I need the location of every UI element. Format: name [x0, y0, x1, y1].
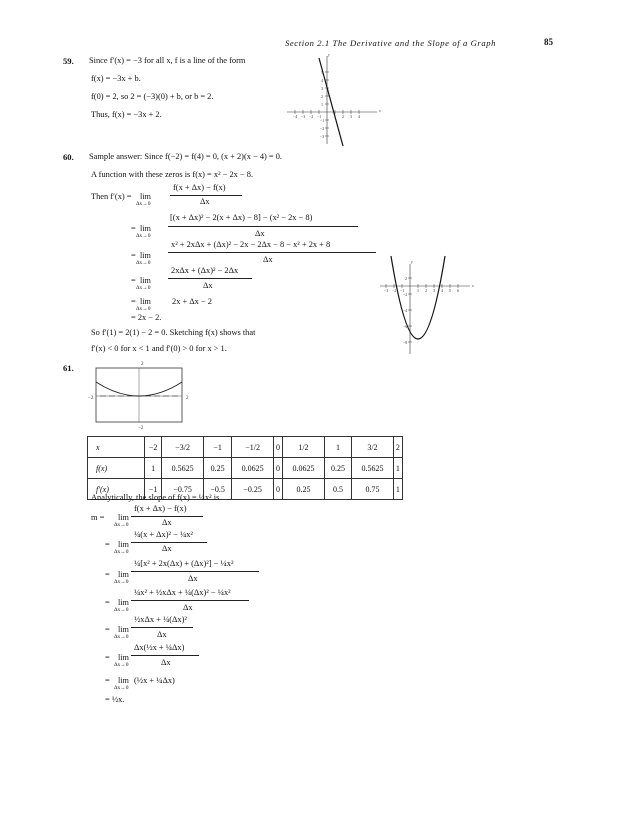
cell: 0.5: [324, 479, 351, 500]
p60-line2: A function with these zeros is f(x) = x² − 2x − 8.: [91, 170, 254, 179]
p61-fracbar-1: [131, 516, 203, 517]
p60-fracbar-4: [168, 278, 252, 279]
g59-yt-4: 2: [321, 94, 323, 99]
p61-fracbar-5: [131, 627, 193, 628]
p61-fracbar-6: [131, 655, 199, 656]
table-row-x: [88, 437, 403, 458]
g59-xt-7: 3: [350, 114, 352, 119]
cell: 0.0625: [232, 458, 274, 479]
calculator-graph-61: [88, 360, 218, 430]
g60-xt-6: 3: [433, 288, 435, 293]
g60-yt-3: −4: [403, 308, 408, 313]
p60-limsub-2: Δx→0: [136, 233, 151, 239]
g59-xt-2: −3: [301, 114, 306, 119]
g60-xlabel: x: [472, 283, 474, 288]
problem-61-number: 61.: [63, 363, 74, 373]
p60-lim-1: lim: [140, 192, 151, 201]
calc-xmax: 2: [186, 396, 189, 401]
p61-m: m =: [91, 513, 105, 522]
cell: 0.25: [324, 458, 351, 479]
p60-fracbar-2: [168, 226, 358, 227]
p59-line3: f(0) = 2, so 2 = (−3)(0) + b, or b = 2.: [91, 92, 214, 101]
p61-den-4: Δx: [183, 603, 193, 612]
cell: −1: [145, 479, 162, 500]
g60-xt-5: 2: [425, 288, 427, 293]
g59-xt-1: −4: [293, 114, 298, 119]
p61-fracbar-2: [131, 542, 207, 543]
row-label: x: [88, 437, 145, 458]
cell: −0.5: [204, 479, 232, 500]
p61-eq-6: =: [105, 653, 110, 662]
p61-result: = ½x.: [105, 695, 125, 704]
g60-xt-2: −2: [392, 288, 397, 293]
graph-59: [285, 52, 385, 147]
p61-eq-5: =: [105, 625, 110, 634]
p60-then: Then f′(x) =: [91, 192, 132, 201]
p61-eq-4: =: [105, 598, 110, 607]
p61-analytic: Analytically, the slope of f(x) = ¼x² is: [91, 493, 220, 502]
p60-lim-5: lim: [140, 297, 151, 306]
p61-limsub-4: Δx→0: [114, 607, 129, 613]
cell: −2: [145, 437, 162, 458]
graph-60-parabola: [391, 256, 445, 339]
p61-eq-7: =: [105, 676, 110, 685]
p61-eq-2: =: [105, 540, 110, 549]
p61-den-6: Δx: [161, 658, 171, 667]
p60-lim-3: lim: [140, 251, 151, 260]
p60-so-line2: f′(x) < 0 for x < 1 and f′(0) > 0 for x > 1.: [91, 344, 227, 353]
cell: 3/2: [352, 437, 394, 458]
p61-den-5: Δx: [157, 630, 167, 639]
p61-den-1: Δx: [162, 518, 172, 527]
p60-num-4: 2xΔx + (Δx)² − 2Δx: [171, 266, 239, 275]
problem-60-number: 60.: [63, 152, 74, 162]
p60-den-1: Δx: [200, 197, 210, 206]
p60-den-2: Δx: [255, 229, 265, 238]
calc-ymax: 2: [141, 362, 144, 367]
p60-limsub-4: Δx→0: [136, 285, 151, 291]
cell: 0.25: [204, 458, 232, 479]
cell: 0.5625: [162, 458, 204, 479]
table-row-fx: [88, 458, 403, 479]
p60-limsub-1: Δx→0: [136, 201, 151, 207]
p61-num-2: ¼(x + Δx)² − ¼x²: [134, 530, 193, 539]
row-label: f(x): [88, 458, 145, 479]
g60-yt-2: −2: [403, 292, 408, 297]
p60-lim-4: lim: [140, 276, 151, 285]
p59-line1: Since f′(x) = −3 for all x, f is a line of the form: [89, 56, 246, 65]
p60-fracbar-3: [168, 252, 376, 253]
calc-ymin: −2: [138, 426, 144, 431]
p61-lim-4: lim: [118, 598, 129, 607]
g60-xt-4: 1: [417, 288, 419, 293]
p61-limsub-3: Δx→0: [114, 579, 129, 585]
calc-xmin: −2: [88, 396, 94, 401]
cell: 0.75: [352, 479, 394, 500]
row-label: f′(x): [88, 479, 145, 500]
g59-yt-5: 1: [321, 102, 323, 107]
p61-limsub-5: Δx→0: [114, 634, 129, 640]
p61-limsub-6: Δx→0: [114, 662, 129, 668]
page-number: 85: [544, 37, 553, 47]
p61-num-6: Δx(½x + ¼Δx): [134, 643, 185, 652]
p61-den-2: Δx: [162, 544, 172, 553]
cell: 1/2: [283, 437, 325, 458]
graph-60: [378, 259, 478, 357]
g60-yt-5: −8: [403, 340, 408, 345]
g60-xt-9: 6: [457, 288, 459, 293]
p61-lim-7: lim: [118, 676, 129, 685]
p61-fracbar-3: [131, 571, 259, 572]
p60-num-1: f(x + Δx) − f(x): [173, 183, 226, 192]
p60-fracbar-1: [170, 195, 242, 196]
p61-lim-5: lim: [118, 625, 129, 634]
p60-den-4: Δx: [203, 281, 213, 290]
g60-xt-3: −1: [400, 288, 405, 293]
p60-eq-4: =: [131, 276, 136, 285]
p60-num-3: x² + 2xΔx + (Δx)² − 2x − 2Δx − 8 − x² + 2x + 8: [171, 240, 331, 249]
g59-yt-6: −1: [320, 118, 325, 123]
p60-line1: Sample answer: Since f(−2) = f(4) = 0, (x + 2)(x − 4) = 0.: [89, 152, 283, 161]
p60-den-3: Δx: [263, 255, 273, 264]
cell: 1: [145, 458, 162, 479]
g59-yt-2: 4: [321, 78, 323, 83]
g60-xt-7: 4: [441, 288, 443, 293]
g59-xt-8: 4: [358, 114, 360, 119]
problem-59-number: 59.: [63, 56, 74, 66]
g60-xt-8: 5: [449, 288, 451, 293]
cell: −0.75: [162, 479, 204, 500]
p61-expr-7: (½x + ¼Δx): [134, 676, 175, 685]
p61-lim-3: lim: [118, 570, 129, 579]
g59-yt-7: −2: [320, 126, 325, 131]
p61-lim-1: lim: [118, 513, 129, 522]
cell: 1: [324, 437, 351, 458]
cell: 0.5625: [352, 458, 394, 479]
p60-eq-5: =: [131, 297, 136, 306]
p61-den-3: Δx: [188, 574, 198, 583]
g59-yt-8: −3: [320, 134, 325, 139]
g59-xt-6: 2: [342, 114, 344, 119]
p61-num-3: ¼[x² + 2x(Δx) + (Δx)²] − ¼x²: [134, 559, 234, 568]
g59-xt-5: 1: [334, 114, 336, 119]
p60-expr-5: 2x + Δx − 2: [172, 297, 212, 306]
cell: 1: [393, 479, 402, 500]
g60-yt-4: −6: [403, 324, 408, 329]
p61-num-5: ½xΔx + ¼(Δx)²: [134, 615, 187, 624]
p61-lim-2: lim: [118, 540, 129, 549]
cell: 1: [393, 458, 402, 479]
cell: −0.25: [232, 479, 274, 500]
cell: 0: [273, 437, 282, 458]
p61-eq-3: =: [105, 570, 110, 579]
g59-yt-1: 5: [321, 70, 323, 75]
p60-lim-2: lim: [140, 224, 151, 233]
p61-num-1: f(x + Δx) − f(x): [134, 504, 187, 513]
cell: −1: [204, 437, 232, 458]
g59-yt-3: 3: [321, 86, 323, 91]
p61-lim-6: lim: [118, 653, 129, 662]
cell: −1/2: [232, 437, 274, 458]
p60-limsub-5: Δx→0: [136, 306, 151, 312]
p59-line4: Thus, f(x) = −3x + 2.: [91, 110, 162, 119]
values-table: [87, 436, 403, 500]
p60-eq-3: =: [131, 251, 136, 260]
g59-xt-4: −1: [317, 114, 322, 119]
g60-ylabel: y: [411, 259, 413, 264]
cell: 2: [393, 437, 402, 458]
p61-limsub-1: Δx→0: [114, 522, 129, 528]
p61-fracbar-4: [131, 600, 249, 601]
p61-num-4: ¼x² + ½xΔx + ¼(Δx)² − ¼x²: [134, 588, 231, 597]
g60-xt-1: −3: [384, 288, 389, 293]
p61-limsub-2: Δx→0: [114, 549, 129, 555]
cell: −3/2: [162, 437, 204, 458]
p60-eq-2: =: [131, 224, 136, 233]
g59-xlabel: x: [379, 108, 381, 113]
section-header: Section 2.1 The Derivative and the Slope of a Graph: [285, 38, 497, 48]
cell: 0: [273, 458, 282, 479]
p60-limsub-3: Δx→0: [136, 260, 151, 266]
p61-limsub-7: Δx→0: [114, 685, 129, 691]
g60-yt-1: 2: [405, 276, 407, 281]
p60-result: = 2x − 2.: [131, 313, 162, 322]
p60-so-line1: So f′(1) = 2(1) − 2 = 0. Sketching f(x) shows that: [91, 328, 256, 337]
g59-xt-3: −2: [309, 114, 314, 119]
cell: 0.0625: [283, 458, 325, 479]
g59-ylabel: y: [328, 52, 330, 57]
cell: 0: [273, 479, 282, 500]
p59-line2: f(x) = −3x + b.: [91, 74, 141, 83]
p60-num-2: [(x + Δx)² − 2(x + Δx) − 8] − (x² − 2x − 8): [170, 213, 313, 222]
cell: 0.25: [283, 479, 325, 500]
